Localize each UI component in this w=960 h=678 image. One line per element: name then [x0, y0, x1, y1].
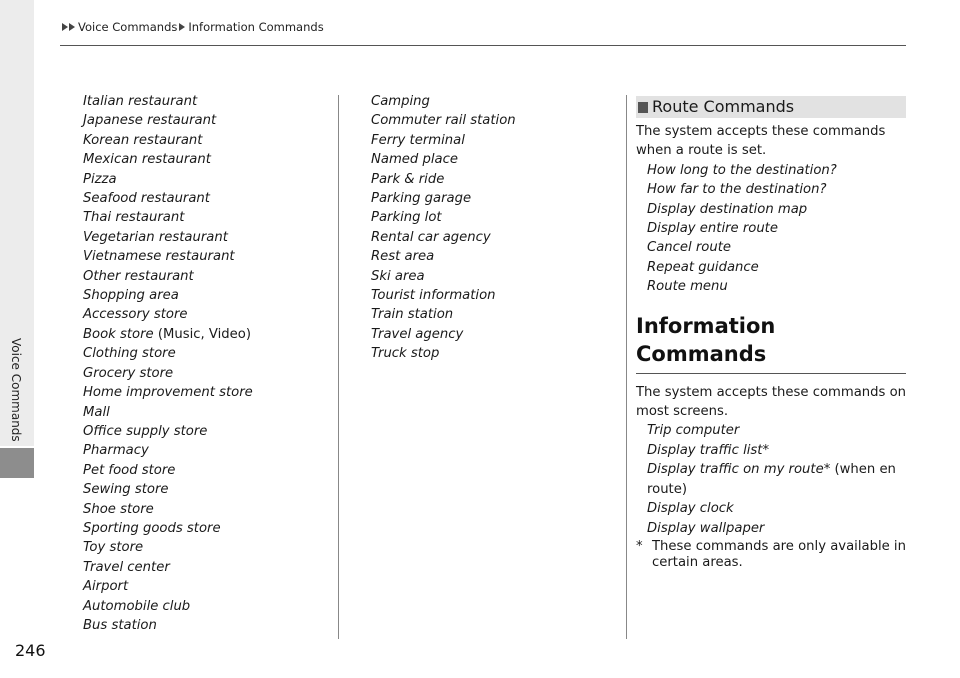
list-item: Display traffic list* — [647, 442, 770, 458]
route-command-list — [636, 161, 906, 297]
breadcrumb-item[interactable]: Information Commands — [188, 20, 324, 34]
information-command-list — [636, 421, 906, 537]
list-item: Ski area — [371, 268, 425, 284]
side-tab-label: Voice Commands — [9, 338, 23, 442]
list-item: Book store (Music, Video) — [83, 326, 252, 342]
page-number: 246 — [15, 641, 46, 660]
list-item: Seafood restaurant — [83, 191, 210, 207]
column-divider — [338, 95, 339, 639]
list-item: Sewing store — [83, 482, 169, 498]
list-item: Pharmacy — [83, 443, 149, 459]
list-item: Travel agency — [371, 326, 464, 342]
list-item: Automobile club — [83, 598, 191, 614]
footnote-mark: * — [636, 538, 643, 554]
right-column — [636, 96, 906, 571]
list-item: Japanese restaurant — [83, 113, 217, 129]
list-item: Pet food store — [83, 462, 176, 478]
list-item: Mall — [83, 404, 110, 420]
list-item: Display clock — [647, 501, 734, 517]
list-item: Korean restaurant — [83, 132, 203, 148]
list-item: Camping — [371, 94, 430, 109]
list-item: Rest area — [371, 249, 435, 265]
list-item: Other restaurant — [83, 268, 194, 284]
section-title: Information Commands — [636, 312, 906, 374]
side-tab-marker — [0, 448, 34, 478]
route-commands-heading — [636, 96, 906, 118]
list-item: Route menu — [647, 279, 728, 295]
breadcrumb-arrow-icon — [69, 23, 75, 31]
list-item: Home improvement store — [83, 385, 253, 401]
list-item: Ferry terminal — [371, 132, 465, 148]
header-rule — [60, 45, 906, 46]
poi-list-column-1 — [83, 92, 333, 635]
list-item: Display traffic on my route* (when en route) — [647, 462, 896, 497]
list-item: Mexican restaurant — [83, 152, 211, 168]
list-item: How far to the destination? — [647, 182, 827, 198]
poi-list-column-2 — [371, 92, 611, 364]
list-item: Truck stop — [371, 346, 440, 362]
list-item: Shoe store — [83, 501, 154, 517]
list-item: Vietnamese restaurant — [83, 249, 235, 265]
list-item: Vegetarian restaurant — [83, 229, 228, 245]
list-item: Repeat guidance — [647, 259, 759, 275]
breadcrumb-arrow-icon — [62, 23, 68, 31]
list-item: Rental car agency — [371, 229, 491, 245]
list-item: Display entire route — [647, 221, 778, 237]
list-item: Thai restaurant — [83, 210, 185, 226]
breadcrumb-arrow-icon — [179, 23, 185, 31]
list-item: Trip computer — [647, 423, 740, 439]
list-item: Travel center — [83, 559, 170, 575]
list-item: Grocery store — [83, 365, 174, 381]
list-item: Pizza — [83, 171, 117, 187]
square-bullet-icon — [638, 102, 648, 113]
list-item: Bus station — [83, 617, 157, 633]
list-item: Park & ride — [371, 171, 445, 187]
list-item: Tourist information — [371, 288, 496, 304]
list-item: Airport — [83, 579, 129, 595]
list-item: Display destination map — [647, 201, 808, 217]
footnote — [636, 539, 906, 571]
route-intro: The system accepts these commands when a route is set. — [636, 124, 886, 159]
route-commands-title: Route Commands — [652, 97, 795, 117]
footnote-text: These commands are only available in certain areas. — [652, 538, 906, 570]
list-item: Italian restaurant — [83, 94, 198, 109]
list-item: Commuter rail station — [371, 113, 516, 129]
list-item: Office supply store — [83, 423, 208, 439]
information-intro: The system accepts these commands on most screens. — [636, 384, 907, 420]
list-item: Display wallpaper — [647, 520, 765, 536]
breadcrumb-item[interactable]: Voice Commands — [78, 20, 178, 34]
list-item: Parking garage — [371, 191, 472, 207]
column-divider — [626, 95, 627, 639]
list-item: Shopping area — [83, 288, 179, 304]
list-item: Sporting goods store — [83, 520, 221, 536]
list-item: Clothing store — [83, 346, 176, 362]
list-item: How long to the destination? — [647, 162, 837, 178]
breadcrumb — [62, 19, 324, 35]
list-item: Train station — [371, 307, 454, 323]
list-item: Accessory store — [83, 307, 188, 323]
list-item: Toy store — [83, 540, 144, 556]
list-item: Cancel route — [647, 240, 731, 256]
list-item: Parking lot — [371, 210, 442, 226]
list-item: Named place — [371, 152, 458, 168]
